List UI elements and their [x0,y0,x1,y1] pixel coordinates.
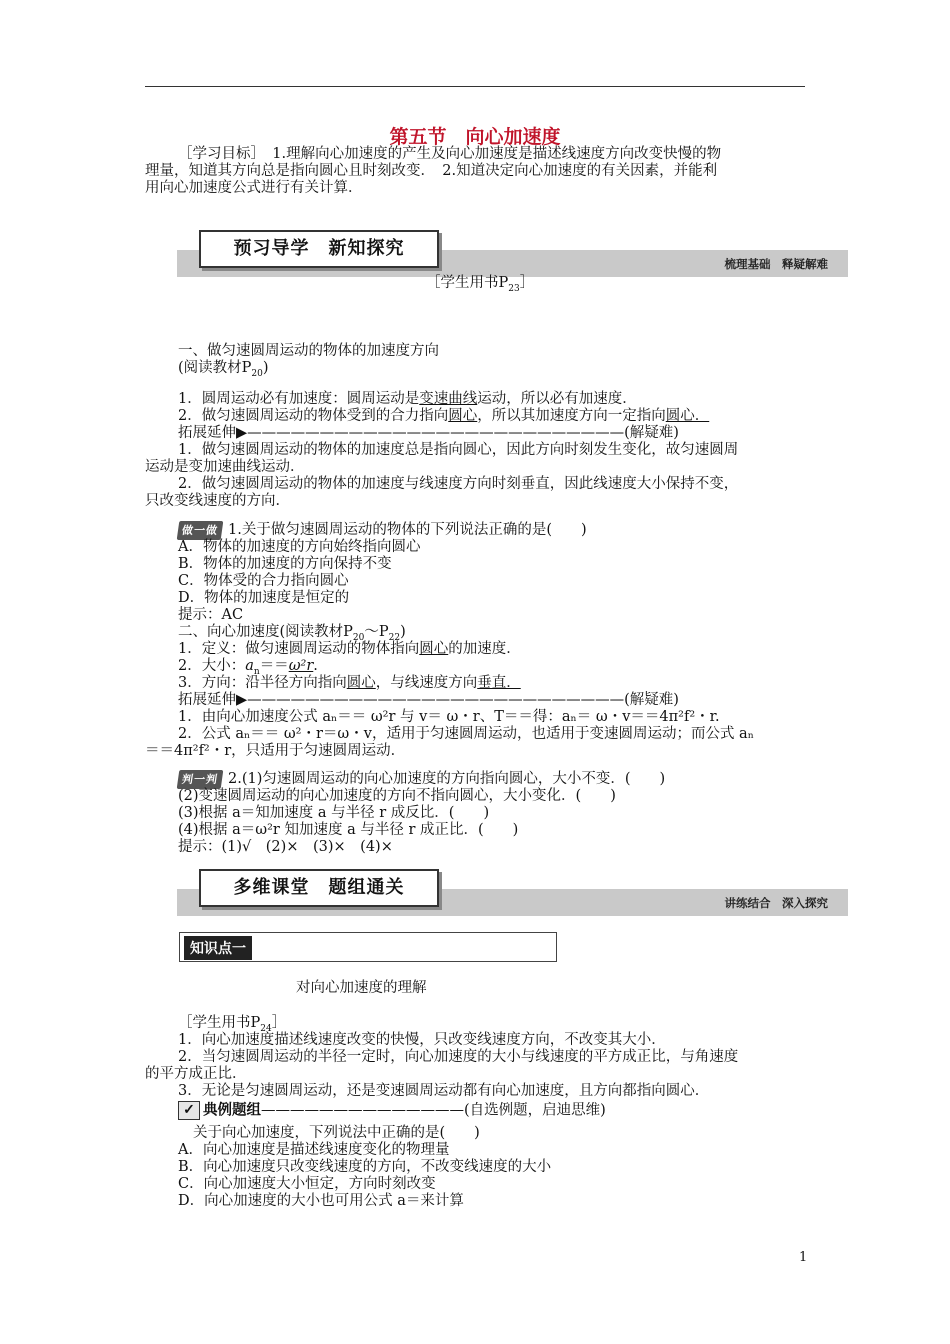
kp-point-2a: 2．当匀速圆周运动的半径一定时，向心加速度的大小与线速度的平方成正比，与角速度 [178,1049,739,1065]
knowledge-point-box [179,932,557,962]
example-option-a: A．向心加速度是描述线速度变化的物理量 [178,1142,450,1158]
example-option-b: B．向心加速度只改变线速度的方向，不改变线速度的大小 [178,1159,552,1175]
q1-option-a: A．物体的加速度的方向始终指向圆心 [178,539,421,555]
q1-hint: 提示：AC [178,607,244,623]
book-reference-2: ［学生用书$P_{24}]$ [178,1015,287,1034]
example-option-d: D．向心加速度的大小也可用公式 a＝来计算 [178,1193,464,1209]
example-stem: 关于向心加速度，下列说法中正确的是( ) [193,1125,480,1141]
example-group-header: ✓ 典例题组——————————————(自选例题，启迪思维) [178,1101,606,1120]
s2-definition: 1．定义：做匀速圆周运动的物体指向圆心的加速度． [178,641,521,657]
objectives-line-1: ［学习目标］ 1.理解向心加速度的产生及向心加速度是描述线速度方向改变快慢的物 [178,146,722,162]
s2-direction: 3．方向：沿半径方向指向圆心，与线速度方向垂直． [178,675,521,691]
q1-option-d: D．物体的加速度是恒定的 [178,590,350,606]
judge-it-tag: 判一判 [177,770,224,789]
header-rule [145,86,805,87]
banner-label: 预习导学 新知探究 [199,230,439,268]
s2-extension-1: 1．由向心加速度公式 aₙ＝＝ ω²r 与 v＝ ω・r、T＝＝得：aₙ＝ ω・v＝＝4π²f²・r. [178,709,720,725]
s1-extension-1b: 运动是变加速曲线运动． [145,459,305,475]
kp-point-3: 3．无论是匀速圆周运动，还是变速圆周运动都有向心加速度，且方向都指向圆心． [178,1083,710,1099]
kp-point-2b: 的平方成正比． [145,1066,247,1082]
q1-option-c: C．物体受的合力指向圆心 [178,573,349,589]
section-1-heading: 一、做匀速圆周运动的物体的加速度方向 [178,343,439,359]
q2-hint: 提示：(1)√ (2)× (3)× (4)× [178,839,393,855]
q2-statement-3: (3)根据 a＝知加速度 a 与半径 r 成反比．( ) [178,805,490,821]
objectives-line-2: 理量，知道其方向总是指向圆心且时刻改变． 2.知道决定向心加速度的有关因素，并能利 [145,163,718,179]
s1-extension-2b: 只改变线速度的方向． [145,493,290,509]
s1-extension-heading: 拓展延伸▶——————————————————————————(解疑难) [178,425,679,441]
banner-right-text: 讲练结合 深入探究 [724,896,828,910]
s2-extension-2b: ＝＝4π²f²・r，只适用于匀速圆周运动． [145,743,406,759]
knowledge-point-title: 对向心加速度的理解 [296,980,427,996]
section-banner-classroom [177,877,848,916]
objectives-line-3: 用向心加速度公式进行有关计算． [145,180,363,196]
example-option-c: C．向心加速度大小恒定，方向时刻改变 [178,1176,436,1192]
book-reference: ［学生用书$P_{23}]$ [426,275,535,294]
try-it-tag: 做一做 [177,521,224,540]
kp-point-1: 1．向心加速度描述线速度改变的快慢，只改变线速度方向，不改变其大小． [178,1032,666,1048]
q2-statement-2: (2)变速圆周运动的向心加速度的方向不指向圆心，大小变化．( ) [178,788,616,804]
q2-statement-4: (4)根据 a＝ω²r 知加速度 a 与半径 r 成正比．( ) [178,822,519,838]
check-icon: ✓ [178,1101,200,1120]
question-2-stem: 判一判 2.(1)匀速圆周运动的向心加速度的方向指向圆心，大小不变．( ) [178,770,665,789]
section-1-reading: (阅读教材$P_{20}$) [178,360,269,379]
s2-magnitude: 2．大小：$a_n==\omega^2r$. [178,658,318,677]
s2-extension-2a: 2．公式 aₙ＝＝ ω²・r＝ω・v，适用于匀速圆周运动，也适用于变速圆周运动；而公式 aₙ [178,726,754,742]
q1-option-b: B．物体的加速度的方向保持不变 [178,556,392,572]
knowledge-point-label: 知识点一 [184,936,252,960]
s1-point-2: 2．做匀速圆周运动的物体受到的合力指向圆心，所以其加速度方向一定指向圆心． [178,408,710,424]
s1-extension-1a: 1．做匀速圆周运动的物体的加速度总是指向圆心，因此方向时刻发生变化，故匀速圆周 [178,442,739,458]
banner-right-text: 梳理基础 释疑解难 [724,257,828,271]
page-title: 第五节 向心加速度 [389,126,561,148]
section-banner-preview [177,238,848,277]
page-number: 1 [799,1250,808,1265]
banner-label: 多维课堂 题组通关 [199,869,439,907]
s2-extension-heading: 拓展延伸▶——————————————————————————(解疑难) [178,692,679,708]
question-1-stem: 做一做 1.关于做匀速圆周运动的物体的下列说法正确的是( ) [178,521,587,540]
s1-point-1: 1．圆周运动必有加速度：圆周运动是变速曲线运动，所以必有加速度． [178,391,637,407]
s1-extension-2a: 2．做匀速圆周运动的物体的加速度与线速度方向时刻垂直，因此线速度大小保持不变， [178,476,739,492]
section-2-heading: 二、向心加速度(阅读教材$P_{20}\sim P_{22}$) [178,624,406,643]
